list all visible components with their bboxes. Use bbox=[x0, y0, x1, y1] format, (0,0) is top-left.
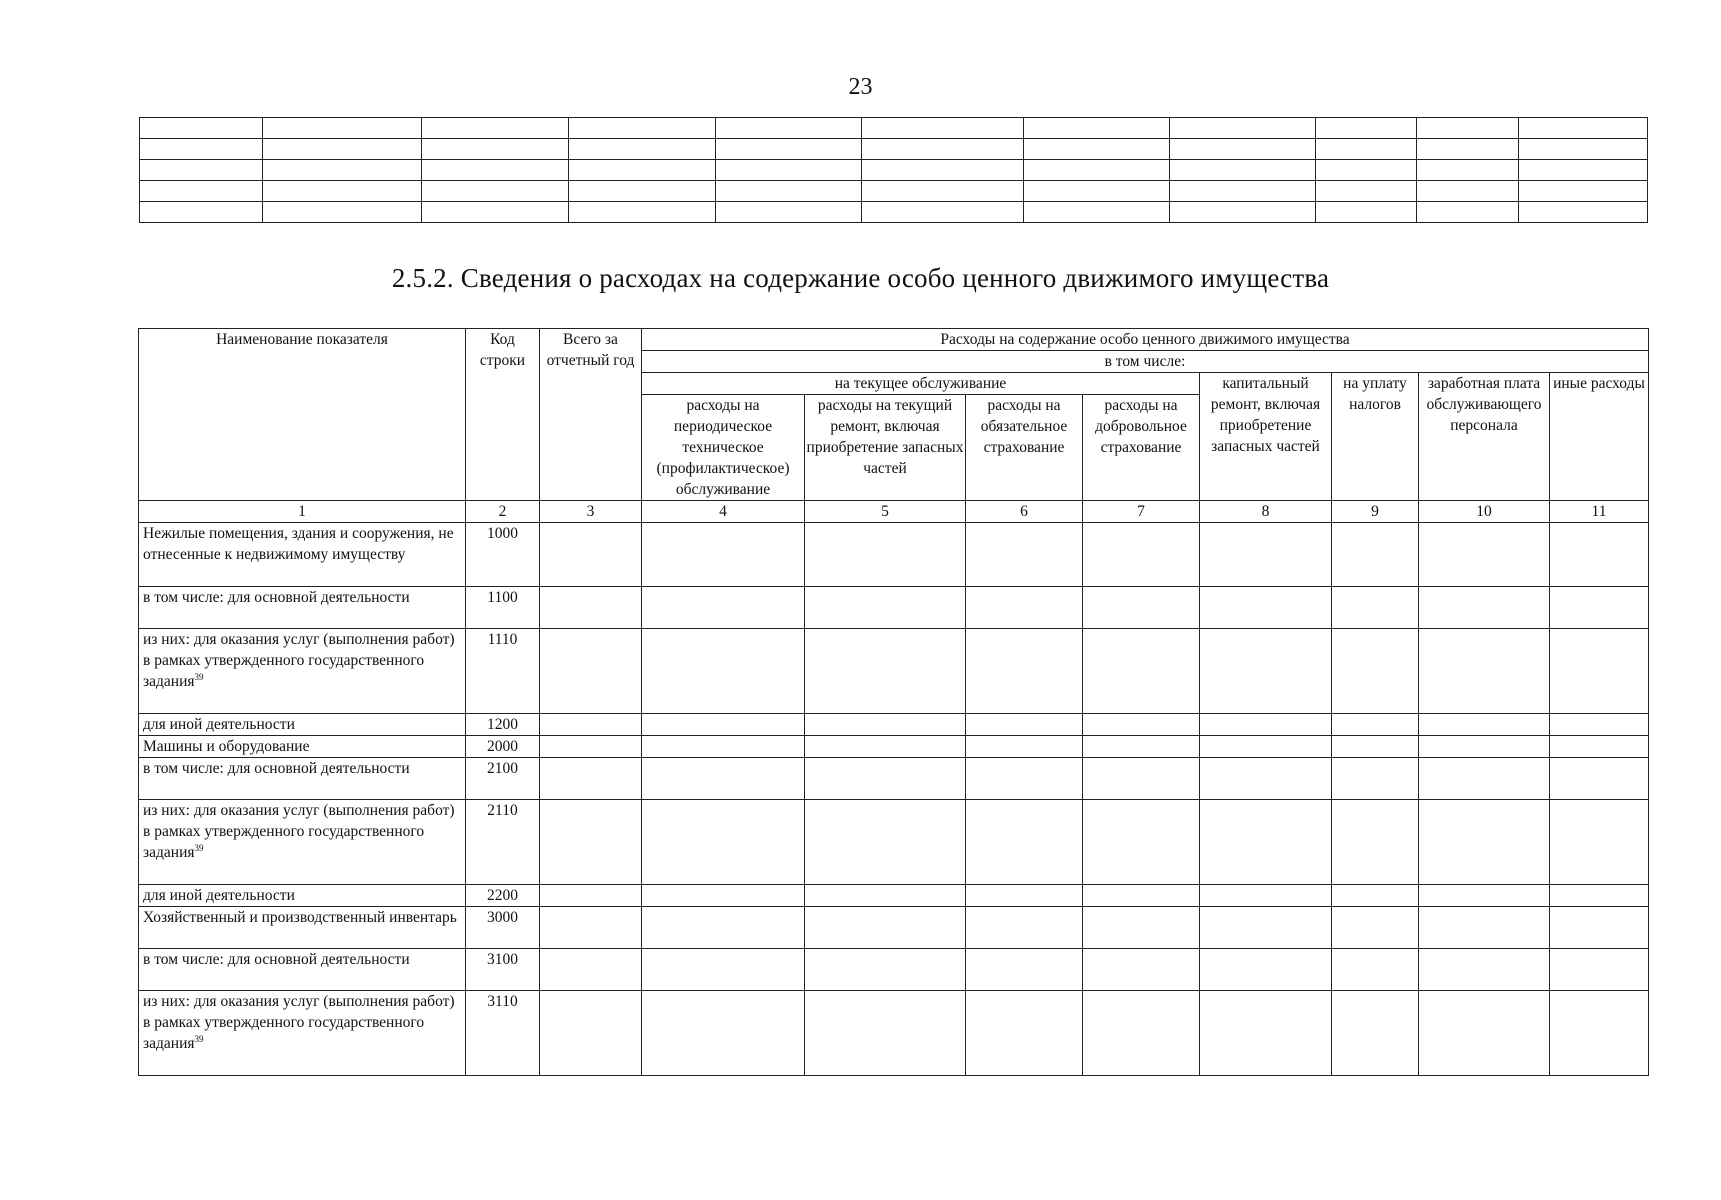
empty-cell bbox=[569, 139, 716, 160]
empty-cell bbox=[422, 139, 569, 160]
value-cell[interactable] bbox=[642, 991, 805, 1076]
value-cell[interactable] bbox=[805, 629, 966, 714]
empty-cell bbox=[569, 202, 716, 223]
value-cell[interactable] bbox=[642, 587, 805, 629]
empty-cell bbox=[716, 139, 862, 160]
empty-cell bbox=[140, 181, 263, 202]
value-cell[interactable] bbox=[1200, 629, 1332, 714]
empty-cell bbox=[422, 160, 569, 181]
value-cell[interactable] bbox=[1419, 907, 1550, 949]
row-code: 1110 bbox=[466, 629, 540, 714]
value-cell[interactable] bbox=[1419, 714, 1550, 736]
column-number: 10 bbox=[1419, 501, 1550, 523]
footnote-marker: 39 bbox=[194, 671, 204, 682]
value-cell[interactable] bbox=[642, 629, 805, 714]
value-cell[interactable] bbox=[805, 587, 966, 629]
value-cell[interactable] bbox=[540, 587, 642, 629]
value-cell[interactable] bbox=[1419, 587, 1550, 629]
value-cell[interactable] bbox=[540, 736, 642, 758]
value-cell[interactable] bbox=[1200, 736, 1332, 758]
empty-row bbox=[140, 118, 1648, 139]
row-code: 1100 bbox=[466, 587, 540, 629]
value-cell[interactable] bbox=[1419, 800, 1550, 885]
empty-cell bbox=[862, 139, 1024, 160]
empty-cell bbox=[716, 181, 862, 202]
empty-cell bbox=[422, 118, 569, 139]
empty-cell bbox=[1170, 160, 1316, 181]
column-number: 8 bbox=[1200, 501, 1332, 523]
value-cell[interactable] bbox=[1550, 800, 1649, 885]
table-row bbox=[139, 587, 1649, 629]
value-cell[interactable] bbox=[1550, 907, 1649, 949]
empty-cell bbox=[1417, 139, 1519, 160]
value-cell[interactable] bbox=[642, 885, 805, 907]
value-cell[interactable] bbox=[1419, 736, 1550, 758]
value-cell[interactable] bbox=[1083, 587, 1200, 629]
page-number: 23 bbox=[848, 74, 873, 100]
empty-cell bbox=[1024, 202, 1170, 223]
empty-cell bbox=[263, 181, 422, 202]
value-cell[interactable] bbox=[540, 991, 642, 1076]
empty-row bbox=[140, 202, 1648, 223]
empty-cell bbox=[1519, 202, 1648, 223]
empty-cell bbox=[1170, 202, 1316, 223]
row-name: Машины и оборудование bbox=[139, 736, 466, 758]
value-cell[interactable] bbox=[540, 907, 642, 949]
row-code: 2100 bbox=[466, 758, 540, 800]
row-name: из них: для оказания услуг (выполнения работ) в рамках утвержденного государственного задания$^{39}$ bbox=[139, 629, 466, 714]
value-cell[interactable] bbox=[1332, 885, 1419, 907]
table-row bbox=[139, 629, 1649, 714]
value-cell[interactable] bbox=[805, 736, 966, 758]
empty-cell bbox=[862, 181, 1024, 202]
value-cell[interactable] bbox=[966, 629, 1083, 714]
value-cell[interactable] bbox=[1550, 949, 1649, 991]
value-cell[interactable] bbox=[1550, 736, 1649, 758]
empty-row bbox=[140, 181, 1648, 202]
section-title: 2.5.2. Сведения о расходах на содержание особо ценного движимого имущества bbox=[391, 263, 1330, 293]
value-cell[interactable] bbox=[1419, 991, 1550, 1076]
row-code: 3100 bbox=[466, 949, 540, 991]
value-cell[interactable] bbox=[966, 587, 1083, 629]
header-col10: заработная плата обслуживающего персонала bbox=[1419, 373, 1550, 501]
value-cell[interactable] bbox=[1083, 523, 1200, 587]
header-col5: расходы на текущий ремонт, включая приобретение запасных частей bbox=[805, 395, 966, 501]
previous-table-fragment bbox=[139, 117, 1648, 223]
value-cell[interactable] bbox=[805, 800, 966, 885]
value-cell[interactable] bbox=[966, 523, 1083, 587]
value-cell[interactable] bbox=[1200, 949, 1332, 991]
empty-cell bbox=[1170, 118, 1316, 139]
value-cell[interactable] bbox=[1083, 758, 1200, 800]
footnote-marker: 39 bbox=[194, 842, 204, 853]
row-name: для иной деятельности bbox=[139, 885, 466, 907]
value-cell[interactable] bbox=[966, 949, 1083, 991]
value-cell[interactable] bbox=[1419, 523, 1550, 587]
value-cell[interactable] bbox=[540, 885, 642, 907]
value-cell[interactable] bbox=[1419, 629, 1550, 714]
row-code: 3110 bbox=[466, 991, 540, 1076]
value-cell[interactable] bbox=[1083, 800, 1200, 885]
empty-cell bbox=[1417, 160, 1519, 181]
value-cell[interactable] bbox=[1200, 885, 1332, 907]
value-cell[interactable] bbox=[1332, 991, 1419, 1076]
column-number: 11 bbox=[1550, 501, 1649, 523]
empty-cell bbox=[140, 202, 263, 223]
row-name: Нежилые помещения, здания и сооружения, не отнесенные к недвижимому имуществу bbox=[139, 523, 466, 587]
value-cell[interactable] bbox=[966, 991, 1083, 1076]
value-cell[interactable] bbox=[1550, 991, 1649, 1076]
column-number: 9 bbox=[1332, 501, 1419, 523]
value-cell[interactable] bbox=[1332, 629, 1419, 714]
empty-cell bbox=[716, 160, 862, 181]
table-row bbox=[139, 714, 1649, 736]
value-cell[interactable] bbox=[805, 885, 966, 907]
value-cell[interactable] bbox=[1083, 629, 1200, 714]
header-code: Код строки bbox=[466, 329, 540, 501]
header-group-incl: в том числе: bbox=[642, 351, 1649, 373]
empty-cell bbox=[140, 160, 263, 181]
table-row bbox=[139, 991, 1649, 1076]
value-cell[interactable] bbox=[642, 907, 805, 949]
empty-cell bbox=[569, 118, 716, 139]
header-group-main: Расходы на содержание особо ценного движимого имущества bbox=[642, 329, 1649, 351]
value-cell[interactable] bbox=[805, 907, 966, 949]
value-cell[interactable] bbox=[1550, 758, 1649, 800]
column-number: 6 bbox=[966, 501, 1083, 523]
empty-cell bbox=[1519, 160, 1648, 181]
empty-cell bbox=[1024, 118, 1170, 139]
table-row bbox=[139, 949, 1649, 991]
header-col11: иные расходы bbox=[1550, 373, 1649, 501]
value-cell[interactable] bbox=[805, 949, 966, 991]
empty-row bbox=[140, 139, 1648, 160]
value-cell[interactable] bbox=[540, 714, 642, 736]
value-cell[interactable] bbox=[1332, 800, 1419, 885]
row-code: 2200 bbox=[466, 885, 540, 907]
empty-row bbox=[140, 160, 1648, 181]
empty-cell bbox=[1519, 139, 1648, 160]
row-name: Хозяйственный и производственный инвентарь bbox=[139, 907, 466, 949]
empty-cell bbox=[140, 139, 263, 160]
value-cell[interactable] bbox=[540, 523, 642, 587]
value-cell[interactable] bbox=[1332, 907, 1419, 949]
row-name: в том числе: для основной деятельности bbox=[139, 758, 466, 800]
value-cell[interactable] bbox=[1550, 714, 1649, 736]
value-cell[interactable] bbox=[1332, 758, 1419, 800]
row-code: 3000 bbox=[466, 907, 540, 949]
value-cell[interactable] bbox=[1550, 523, 1649, 587]
value-cell[interactable] bbox=[1200, 714, 1332, 736]
row-name: из них: для оказания услуг (выполнения работ) в рамках утвержденного государственного задания$^{39}$ bbox=[139, 800, 466, 885]
value-cell[interactable] bbox=[966, 907, 1083, 949]
value-cell[interactable] bbox=[1550, 587, 1649, 629]
value-cell[interactable] bbox=[1083, 736, 1200, 758]
header-total: Всего за отчетный год bbox=[540, 329, 642, 501]
column-number: 7 bbox=[1083, 501, 1200, 523]
empty-cell bbox=[1519, 118, 1648, 139]
value-cell[interactable] bbox=[1200, 523, 1332, 587]
value-cell[interactable] bbox=[966, 885, 1083, 907]
row-name: в том числе: для основной деятельности bbox=[139, 587, 466, 629]
row-name: для иной деятельности bbox=[139, 714, 466, 736]
empty-cell bbox=[1024, 160, 1170, 181]
empty-cell bbox=[716, 202, 862, 223]
value-cell[interactable] bbox=[540, 629, 642, 714]
header-col8: капитальный ремонт, включая приобретение запасных частей bbox=[1200, 373, 1332, 501]
table-row bbox=[139, 736, 1649, 758]
value-cell[interactable] bbox=[642, 714, 805, 736]
expenses-table bbox=[138, 328, 1649, 1076]
value-cell[interactable] bbox=[642, 736, 805, 758]
column-number: 3 bbox=[540, 501, 642, 523]
value-cell[interactable] bbox=[1200, 800, 1332, 885]
empty-cell bbox=[1316, 139, 1417, 160]
footnote-marker: 39 bbox=[194, 1033, 204, 1044]
value-cell[interactable] bbox=[540, 800, 642, 885]
table-row bbox=[139, 523, 1649, 587]
value-cell[interactable] bbox=[1419, 885, 1550, 907]
value-cell[interactable] bbox=[1332, 587, 1419, 629]
empty-cell bbox=[263, 139, 422, 160]
header-col6: расходы на обязательное страхование bbox=[966, 395, 1083, 501]
table-row bbox=[139, 885, 1649, 907]
value-cell[interactable] bbox=[1083, 714, 1200, 736]
empty-cell bbox=[1316, 181, 1417, 202]
row-code: 1000 bbox=[466, 523, 540, 587]
table-row bbox=[139, 907, 1649, 949]
value-cell[interactable] bbox=[1419, 949, 1550, 991]
value-cell[interactable] bbox=[642, 758, 805, 800]
header-col4: расходы на периодическое техническое (профилактическое) обслуживание bbox=[642, 395, 805, 501]
empty-cell bbox=[422, 181, 569, 202]
value-cell[interactable] bbox=[966, 714, 1083, 736]
empty-cell bbox=[1316, 202, 1417, 223]
empty-cell bbox=[1417, 202, 1519, 223]
row-code: 2110 bbox=[466, 800, 540, 885]
empty-cell bbox=[1417, 181, 1519, 202]
value-cell[interactable] bbox=[1083, 907, 1200, 949]
value-cell[interactable] bbox=[805, 758, 966, 800]
header-col7: расходы на добровольное страхование bbox=[1083, 395, 1200, 501]
empty-cell bbox=[1417, 118, 1519, 139]
header-name: Наименование показателя bbox=[139, 329, 466, 501]
empty-cell bbox=[1170, 181, 1316, 202]
value-cell[interactable] bbox=[966, 736, 1083, 758]
value-cell[interactable] bbox=[1083, 885, 1200, 907]
value-cell[interactable] bbox=[1550, 629, 1649, 714]
empty-cell bbox=[862, 118, 1024, 139]
empty-cell bbox=[716, 118, 862, 139]
value-cell[interactable] bbox=[642, 800, 805, 885]
empty-cell bbox=[1024, 181, 1170, 202]
empty-cell bbox=[569, 181, 716, 202]
header-col9: на уплату налогов bbox=[1332, 373, 1419, 501]
table-row bbox=[139, 758, 1649, 800]
empty-cell bbox=[422, 202, 569, 223]
value-cell[interactable] bbox=[1419, 758, 1550, 800]
value-cell[interactable] bbox=[1332, 523, 1419, 587]
value-cell[interactable] bbox=[1083, 949, 1200, 991]
value-cell[interactable] bbox=[805, 714, 966, 736]
empty-cell bbox=[1024, 139, 1170, 160]
value-cell[interactable] bbox=[966, 800, 1083, 885]
empty-cell bbox=[263, 202, 422, 223]
column-number: 4 bbox=[642, 501, 805, 523]
value-cell[interactable] bbox=[642, 949, 805, 991]
value-cell[interactable] bbox=[1200, 907, 1332, 949]
column-number: 1 bbox=[139, 501, 466, 523]
column-number: 5 bbox=[805, 501, 966, 523]
row-name: в том числе: для основной деятельности bbox=[139, 949, 466, 991]
header-group-current: на текущее обслуживание bbox=[642, 373, 1200, 395]
table-row bbox=[139, 800, 1649, 885]
value-cell[interactable] bbox=[966, 758, 1083, 800]
value-cell[interactable] bbox=[1200, 758, 1332, 800]
value-cell[interactable] bbox=[1200, 991, 1332, 1076]
value-cell[interactable] bbox=[1083, 991, 1200, 1076]
empty-cell bbox=[1316, 160, 1417, 181]
value-cell[interactable] bbox=[1332, 736, 1419, 758]
value-cell[interactable] bbox=[540, 949, 642, 991]
value-cell[interactable] bbox=[1332, 949, 1419, 991]
row-name: из них: для оказания услуг (выполнения работ) в рамках утвержденного государственного задания$^{39}$ bbox=[139, 991, 466, 1076]
column-number: 2 bbox=[466, 501, 540, 523]
value-cell[interactable] bbox=[1332, 714, 1419, 736]
empty-cell bbox=[862, 160, 1024, 181]
empty-cell bbox=[1170, 139, 1316, 160]
row-code: 2000 bbox=[466, 736, 540, 758]
column-number-row bbox=[139, 501, 1649, 523]
empty-cell bbox=[1316, 118, 1417, 139]
empty-cell bbox=[263, 160, 422, 181]
empty-cell bbox=[862, 202, 1024, 223]
value-cell[interactable] bbox=[1550, 885, 1649, 907]
empty-cell bbox=[263, 118, 422, 139]
value-cell[interactable] bbox=[540, 758, 642, 800]
empty-cell bbox=[1519, 181, 1648, 202]
value-cell[interactable] bbox=[1200, 587, 1332, 629]
row-code: 1200 bbox=[466, 714, 540, 736]
value-cell[interactable] bbox=[805, 991, 966, 1076]
empty-cell bbox=[140, 118, 263, 139]
value-cell[interactable] bbox=[805, 523, 966, 587]
value-cell[interactable] bbox=[642, 523, 805, 587]
empty-cell bbox=[569, 160, 716, 181]
